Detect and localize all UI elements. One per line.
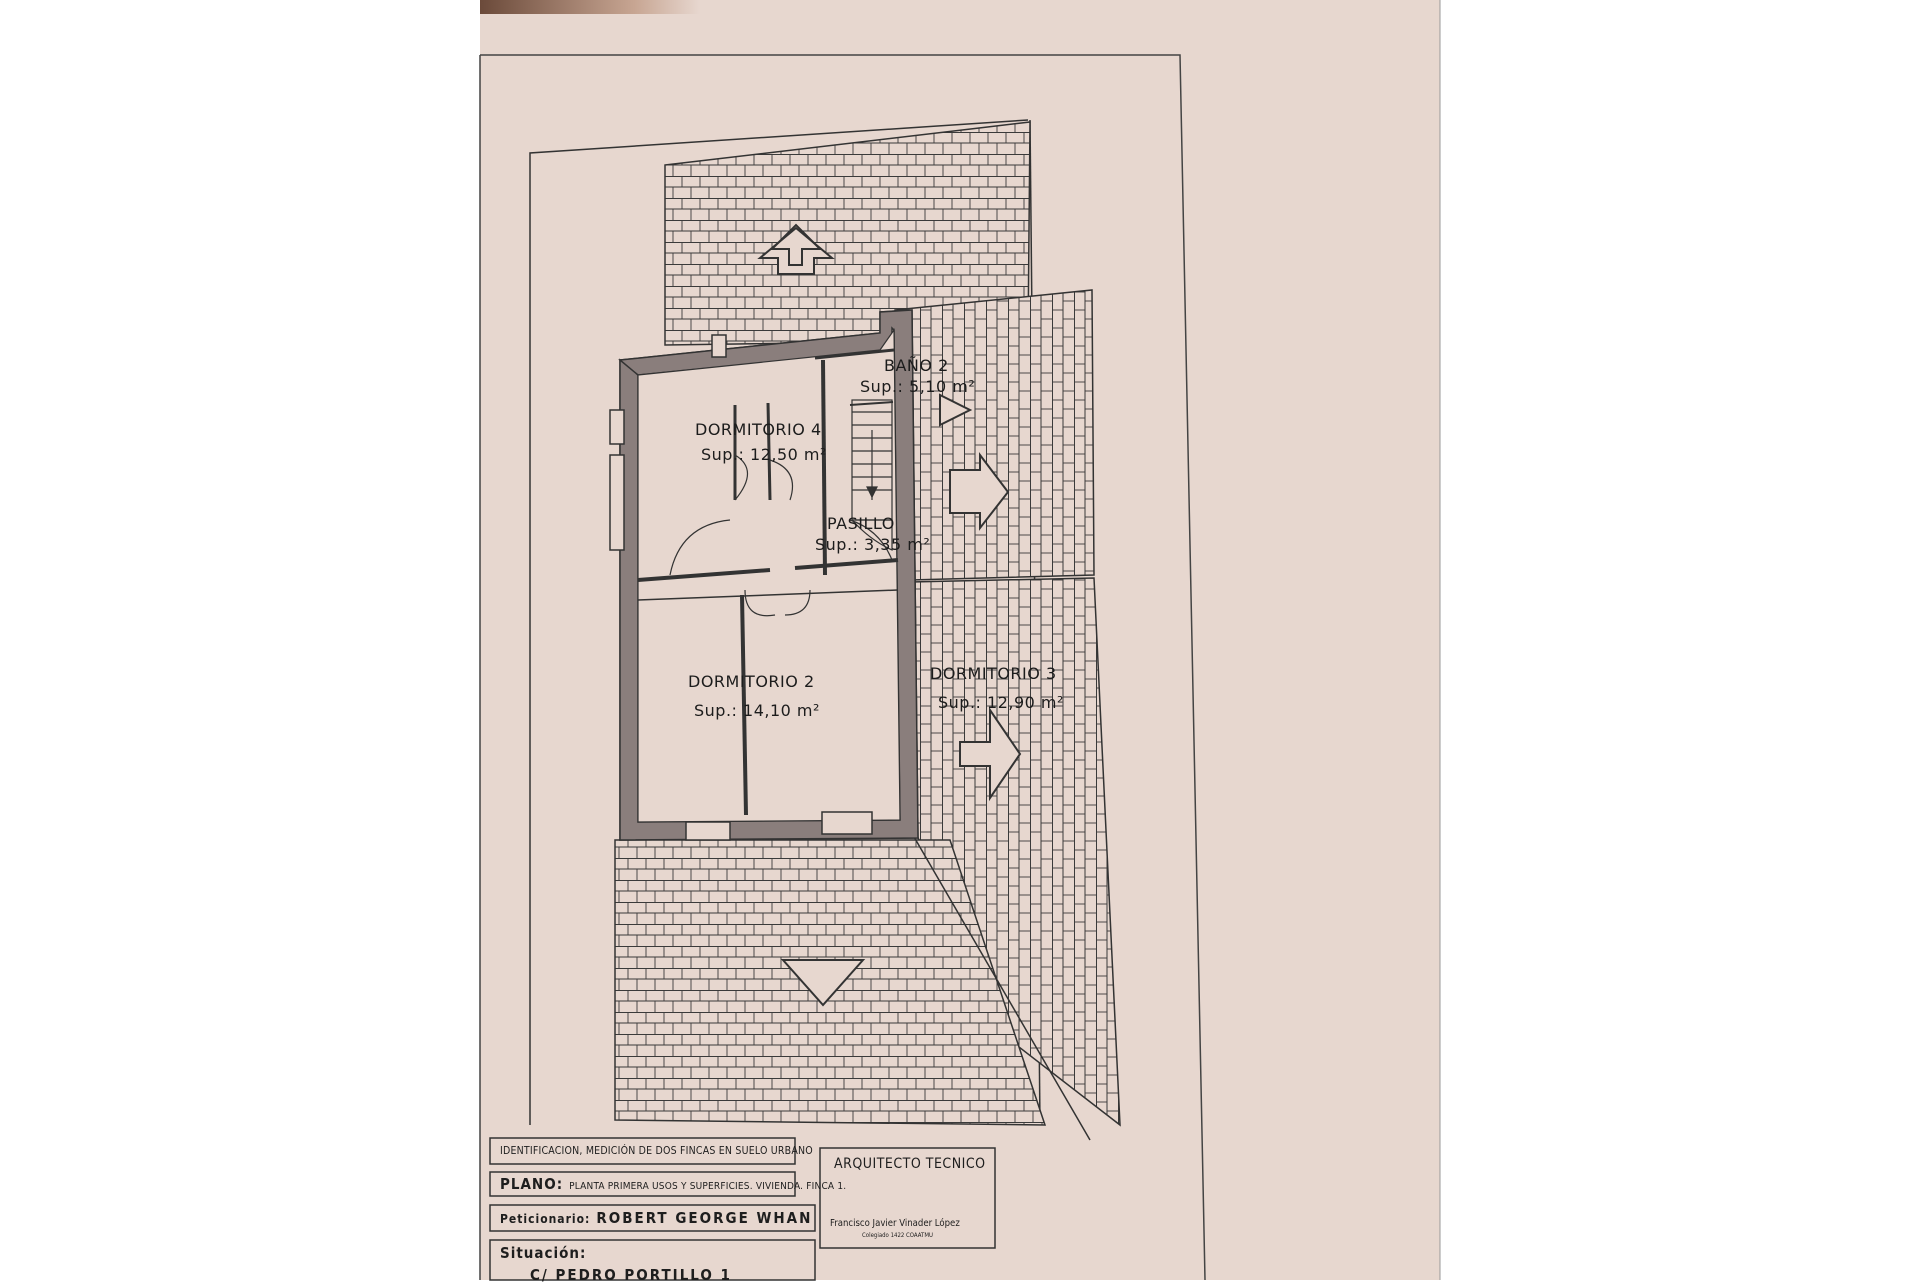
floor-plan: [480, 0, 1440, 1280]
room-area: Sup.: 5,10 m²: [860, 377, 976, 396]
identificacion-box: [490, 1138, 813, 1164]
situacion-key: Situación:: [500, 1244, 587, 1262]
room-dormitorio-2: [688, 672, 820, 720]
room-bano-2: [860, 356, 975, 396]
arquitecto-title: ARQUITECTO TECNICO: [834, 1156, 986, 1172]
arquitecto-box: [820, 1148, 995, 1248]
room-area: Sup.: 12,90 m²: [938, 693, 1064, 712]
room-name: DORMITORIO 3: [930, 664, 1057, 683]
paper-shadow: [480, 0, 700, 14]
plano-value: PLANTA PRIMERA USOS Y SUPERFICIES. VIVIENDA. FINCA 1.: [569, 1181, 847, 1192]
room-area: Sup.: 12,50 m²: [701, 445, 827, 464]
room-area: Sup.: 14,10 m²: [694, 701, 820, 720]
identificacion-text: IDENTIFICACION, MEDICIÓN DE DOS FINCAS EN SUELO URBANO: [500, 1145, 813, 1157]
adjacent-sheet: [1440, 0, 1920, 1280]
room-dormitorio-4: [695, 420, 827, 464]
room-area: Sup.: 3,35 m²: [815, 535, 931, 554]
peticionario-key: Peticionario:: [500, 1212, 591, 1226]
room-dormitorio-3: [930, 664, 1064, 712]
room-name: DORMITORIO 4: [695, 420, 822, 439]
arquitecto-name: Francisco Javier Vinader López: [830, 1218, 960, 1229]
arquitecto-colegiado: Colegiado 1422 COAATMU: [862, 1232, 933, 1239]
paper-sheet: [480, 0, 1440, 1284]
plano-box: [490, 1172, 847, 1196]
room-name: DORMITORIO 2: [688, 672, 815, 691]
peticionario-value: ROBERT GEORGE WHAN: [596, 1209, 813, 1227]
room-name: PASILLO: [827, 514, 895, 533]
room-name: BAÑO 2: [884, 356, 949, 375]
peticionario-box: [490, 1205, 815, 1231]
situacion-value: C/ PEDRO PORTILLO 1: [530, 1266, 732, 1284]
situacion-box: [490, 1240, 815, 1284]
room-pasillo: [815, 514, 930, 554]
plano-key: PLANO:: [500, 1175, 564, 1193]
